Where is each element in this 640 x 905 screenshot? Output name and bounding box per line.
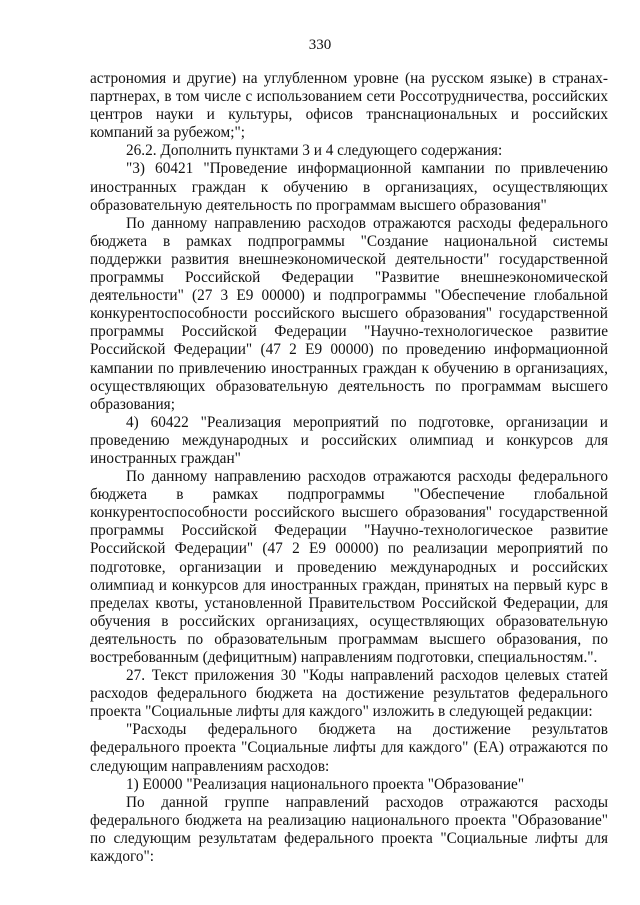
paragraph: 26.2. Дополнить пунктами 3 и 4 следующего содержания: <box>126 142 503 160</box>
paragraph: 4) 60422 "Реализация мероприятий по подготовке, организации и проведению международных и российских олимпиад и конкурсов для иностранных граждан" <box>90 413 608 467</box>
document-body <box>90 70 608 866</box>
paragraph: По данному направлению расходов отражаются расходы федерального бюджета в рамках подпрограммы "Обеспечение глобальной конкурентоспособности российского высшего образования" государственной программы Российской Федерации "Научно-технологическое развитие Российской Федерации" (47 2 Е9 00000) по реализации мероприятий по подготовке, организации и проведению международных и российских олимпиад и конкурсов для иностранных граждан, принятых на первый курс в пределах квоты, установленной Правительством Российской Федерации, для обучения в российских организациях, осуществляющих образовательную деятельность по образовательным программам высшего образования, по востребованным (дефицитным) направлениям подготовки, специальностям.". <box>90 468 608 666</box>
paragraph: "3) 60421 "Проведение информационной кампании по привлечению иностранных граждан к обучению в организациях, осуществляющих образовательную деятельность по программам высшего образования" <box>90 160 608 214</box>
paragraph: По данной группе направлений расходов отражаются расходы федерального бюджета на реализацию национального проекта "Образование" по следующим результатам федерального проекта "Социальные лифты для каждого": <box>90 793 608 866</box>
paragraph: 27. Текст приложения 30 "Коды направлений расходов целевых статей расходов федерального бюджета на достижение результатов федерального проекта "Социальные лифты для каждого" изложить в следующей редакции: <box>90 667 608 721</box>
page-number: 330 <box>308 37 332 53</box>
paragraph: По данному направлению расходов отражаются расходы федерального бюджета в рамках подпрограммы "Создание национальной системы поддержки развития внешнеэкономической деятельности" государственной программы Российской Федерации "Развитие внешнеэкономической деятельности" (27 3 Е9 00000) и подпрограммы "Обеспечение глобальной конкурентоспособности российского высшего образования" государственной программы Российской Федерации "Научно-технологическое развитие Российской Федерации" (47 2 Е9 00000) по проведению информационной кампании по привлечению иностранных граждан к обучению в организациях, осуществляющих образовательную деятельность по программам высшего образования; <box>90 214 608 413</box>
paragraph: "Расходы федерального бюджета на достижение результатов федерального проекта "Социальные лифты для каждого" (ЕА) отражаются по следующим направлениям расходов: <box>90 721 608 775</box>
paragraph: астрономия и другие) на углубленном уровне (на русском языке) в странах-партнерах, в том числе с использованием сети Россотрудничества, российских центров науки и культуры, офисов транснациональных и российских компаний за рубежом;"; <box>90 70 608 142</box>
paragraph: 1) Е0000 "Реализация национального проекта "Образование" <box>126 775 525 793</box>
